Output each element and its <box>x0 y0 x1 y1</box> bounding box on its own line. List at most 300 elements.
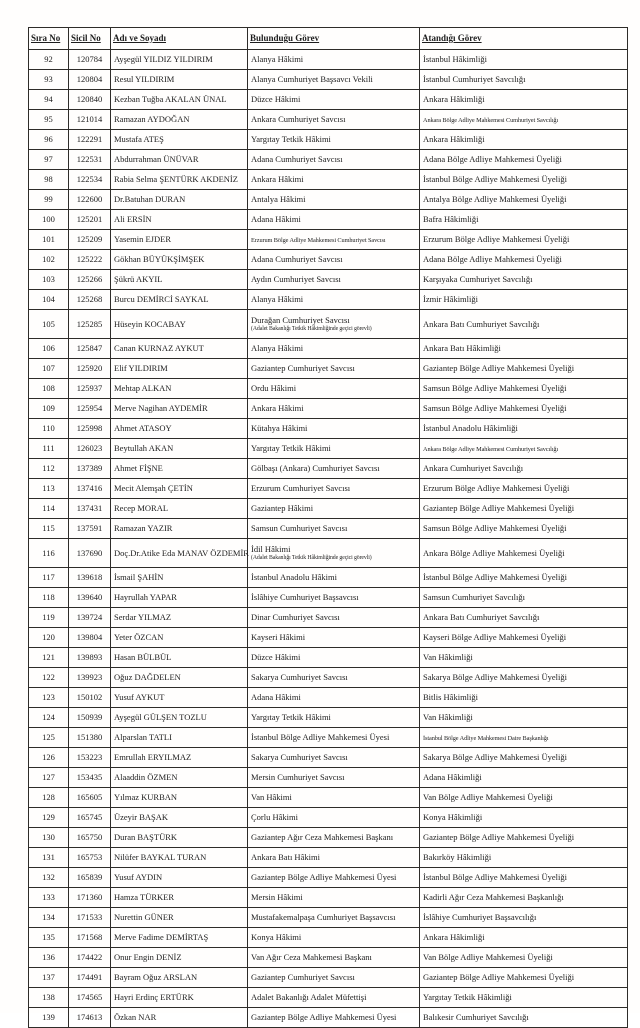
cell-current-post <box>248 539 420 568</box>
cell-assigned-post <box>420 290 628 310</box>
cell-sira-no: 130 <box>29 828 69 848</box>
table-row <box>29 808 628 828</box>
cell-sicil-no: 125201 <box>69 210 111 230</box>
cell-name: Resul YILDIRIM <box>111 70 248 90</box>
cell-assigned-post <box>420 479 628 499</box>
cell-name: Üzeyir BAŞAK <box>111 808 248 828</box>
current-post-text: Alanya Cumhuriyet Başsavcı Vekili <box>251 74 373 85</box>
cell-sira-no: 98 <box>29 170 69 190</box>
cell-sira-no: 133 <box>29 888 69 908</box>
cell-sira-no: 121 <box>29 648 69 668</box>
assigned-post-text: Ankara Hâkimliği <box>423 94 485 105</box>
cell-current-post <box>248 888 420 908</box>
cell-sicil-no: 125209 <box>69 230 111 250</box>
cell-assigned-post <box>420 988 628 1008</box>
table-row <box>29 608 628 628</box>
current-post-text: Dinar Cumhuriyet Savcısı <box>251 612 340 623</box>
header-adi-ve-soyadi: Adı ve Soyadı <box>111 28 248 50</box>
cell-sicil-no: 139804 <box>69 628 111 648</box>
cell-assigned-post <box>420 768 628 788</box>
assigned-post-text: İstanbul Bölge Adliye Mahkemesi Daire Başkanlığı <box>423 735 549 743</box>
cell-assigned-post <box>420 688 628 708</box>
current-post-text: İslâhiye Cumhuriyet Başsavcısı <box>251 592 359 603</box>
cell-sira-no: 113 <box>29 479 69 499</box>
assigned-post-text: Konya Hâkimliği <box>423 812 483 823</box>
assigned-post-text: İstanbul Bölge Adliye Mahkemesi Üyeliği <box>423 174 568 185</box>
cell-assigned-post <box>420 608 628 628</box>
assigned-post-text: Van Hâkimliği <box>423 652 473 663</box>
cell-current-post <box>248 439 420 459</box>
cell-sicil-no: 139618 <box>69 568 111 588</box>
cell-assigned-post <box>420 748 628 768</box>
cell-assigned-post <box>420 948 628 968</box>
cell-sicil-no: 137591 <box>69 519 111 539</box>
cell-sicil-no: 125222 <box>69 250 111 270</box>
table-row <box>29 290 628 310</box>
cell-name: Abdurrahman ÜNÜVAR <box>111 150 248 170</box>
cell-name: Serdar YILMAZ <box>111 608 248 628</box>
table-row <box>29 270 628 290</box>
current-post-text: Ankara Hâkimi <box>251 403 304 414</box>
cell-assigned-post <box>420 928 628 948</box>
cell-sira-no: 92 <box>29 50 69 70</box>
cell-current-post <box>248 270 420 290</box>
cell-name: Ramazan AYDOĞAN <box>111 110 248 130</box>
assigned-post-text: Samsun Bölge Adliye Mahkemesi Üyeliği <box>423 403 567 414</box>
table-row <box>29 908 628 928</box>
cell-assigned-post <box>420 628 628 648</box>
cell-current-post <box>248 828 420 848</box>
current-post-text: Adana Cumhuriyet Savcısı <box>251 154 343 165</box>
cell-assigned-post <box>420 728 628 748</box>
cell-assigned-post <box>420 250 628 270</box>
current-post-text: Kütahya Hâkimi <box>251 423 308 434</box>
current-post-text: Mersin Hâkimi <box>251 892 303 903</box>
table-row <box>29 499 628 519</box>
cell-name: Recep MORAL <box>111 499 248 519</box>
header-atandigi-gorev: Atandığı Görev <box>420 28 628 50</box>
assigned-post-text: Sakarya Bölge Adliye Mahkemesi Üyeliği <box>423 752 567 763</box>
cell-sicil-no: 153435 <box>69 768 111 788</box>
assigned-post-text: İstanbul Bölge Adliye Mahkemesi Üyeliği <box>423 872 568 883</box>
cell-sicil-no: 150102 <box>69 688 111 708</box>
cell-current-post <box>248 459 420 479</box>
assigned-post-text: Ankara Batı Hâkimliği <box>423 343 501 354</box>
assigned-post-text: İstanbul Hâkimliği <box>423 54 487 65</box>
cell-name: Yusuf AYKUT <box>111 688 248 708</box>
cell-assigned-post <box>420 908 628 928</box>
cell-name: Hayri Erdinç ERTÜRK <box>111 988 248 1008</box>
cell-current-post <box>248 50 420 70</box>
cell-assigned-post <box>420 828 628 848</box>
cell-sicil-no: 125847 <box>69 339 111 359</box>
current-post-text: Gaziantep Cumhuriyet Savcısı <box>251 972 355 983</box>
current-post-text: Gaziantep Bölge Adliye Mahkemesi Üyesi <box>251 872 397 883</box>
current-post-text: Antalya Hâkimi <box>251 194 306 205</box>
table-row <box>29 130 628 150</box>
cell-assigned-post <box>420 519 628 539</box>
current-post-text: Yargıtay Tetkik Hâkimi <box>251 443 331 454</box>
table-row <box>29 748 628 768</box>
cell-name: İsmail ŞAHİN <box>111 568 248 588</box>
cell-sira-no: 107 <box>29 359 69 379</box>
cell-current-post <box>248 339 420 359</box>
table-row <box>29 459 628 479</box>
table-row <box>29 968 628 988</box>
cell-name: Oğuz DAĞDELEN <box>111 668 248 688</box>
cell-sira-no: 129 <box>29 808 69 828</box>
table-row <box>29 988 628 1008</box>
cell-sicil-no: 137416 <box>69 479 111 499</box>
cell-sicil-no: 120784 <box>69 50 111 70</box>
cell-name: Ahmet ATASOY <box>111 419 248 439</box>
cell-assigned-post <box>420 888 628 908</box>
cell-sira-no: 117 <box>29 568 69 588</box>
cell-name: Yılmaz KURBAN <box>111 788 248 808</box>
current-post-text: Durağan Cumhuriyet Savcısı <box>251 315 350 326</box>
cell-sira-no: 137 <box>29 968 69 988</box>
cell-sicil-no: 139640 <box>69 588 111 608</box>
cell-current-post <box>248 628 420 648</box>
assigned-post-text: Van Hâkimliği <box>423 712 473 723</box>
cell-current-post <box>248 150 420 170</box>
cell-sira-no: 106 <box>29 339 69 359</box>
cell-assigned-post <box>420 50 628 70</box>
cell-sira-no: 116 <box>29 539 69 568</box>
cell-sicil-no: 120840 <box>69 90 111 110</box>
cell-sicil-no: 125937 <box>69 379 111 399</box>
current-post-text: Mersin Cumhuriyet Savcısı <box>251 772 345 783</box>
cell-sira-no: 109 <box>29 399 69 419</box>
cell-name: Burcu DEMİRCİ SAYKAL <box>111 290 248 310</box>
cell-assigned-post <box>420 808 628 828</box>
cell-sira-no: 108 <box>29 379 69 399</box>
assigned-post-text: Adana Bölge Adliye Mahkemesi Üyeliği <box>423 154 562 165</box>
table-body <box>29 50 628 1028</box>
cell-sicil-no: 137431 <box>69 499 111 519</box>
cell-assigned-post <box>420 310 628 339</box>
table-row <box>29 190 628 210</box>
current-post-text: Mustafakemalpaşa Cumhuriyet Başsavcısı <box>251 912 396 923</box>
table-row <box>29 50 628 70</box>
cell-name: Nilüfer BAYKAL TURAN <box>111 848 248 868</box>
assigned-post-text: Gaziantep Bölge Adliye Mahkemesi Üyeliği <box>423 972 575 983</box>
table-row <box>29 788 628 808</box>
current-post-text: Adana Hâkimi <box>251 692 301 703</box>
assigned-post-text: Samsun Bölge Adliye Mahkemesi Üyeliği <box>423 523 567 534</box>
cell-assigned-post <box>420 968 628 988</box>
cell-name: Rabia Selma ŞENTÜRK AKDENİZ <box>111 170 248 190</box>
cell-sicil-no: 165839 <box>69 868 111 888</box>
cell-name: Yeter ÖZCAN <box>111 628 248 648</box>
cell-current-post <box>248 110 420 130</box>
cell-assigned-post <box>420 459 628 479</box>
current-post-text: Düzce Hâkimi <box>251 652 301 663</box>
current-post-text: Van Ağır Ceza Mahkemesi Başkanı <box>251 952 372 963</box>
current-post-text: Ankara Hâkimi <box>251 174 304 185</box>
cell-sicil-no: 120804 <box>69 70 111 90</box>
cell-sira-no: 114 <box>29 499 69 519</box>
assigned-post-text: Kadirli Ağır Ceza Mahkemesi Başkanlığı <box>423 892 564 903</box>
cell-current-post <box>248 290 420 310</box>
cell-sicil-no: 126023 <box>69 439 111 459</box>
cell-sicil-no: 125285 <box>69 310 111 339</box>
assigned-post-text: Ankara Cumhuriyet Savcılığı <box>423 463 524 474</box>
cell-assigned-post <box>420 210 628 230</box>
cell-name: Canan KURNAZ AYKUT <box>111 339 248 359</box>
cell-sira-no: 105 <box>29 310 69 339</box>
table-row <box>29 888 628 908</box>
temporary-duty-note: (Adalet Bakanlığı Tetkik Hâkimliğinde geçici görevli) <box>251 554 372 561</box>
cell-sira-no: 122 <box>29 668 69 688</box>
current-post-text: Gaziantep Hâkimi <box>251 503 314 514</box>
table-row <box>29 688 628 708</box>
cell-name: Mehtap ALKAN <box>111 379 248 399</box>
assigned-post-text: İslâhiye Cumhuriyet Başsavcılığı <box>423 912 537 923</box>
cell-sira-no: 112 <box>29 459 69 479</box>
table-row <box>29 339 628 359</box>
cell-name: Gökhan BÜYÜKŞİMŞEK <box>111 250 248 270</box>
cell-name: Hasan BÜLBÜL <box>111 648 248 668</box>
cell-assigned-post <box>420 419 628 439</box>
assigned-post-text: İzmir Hâkimliği <box>423 294 479 305</box>
cell-sicil-no: 153223 <box>69 748 111 768</box>
table-row <box>29 379 628 399</box>
header-sicil-no: Sicil No <box>69 28 111 50</box>
cell-name: Ayşegül GÜLŞEN TOZLU <box>111 708 248 728</box>
cell-assigned-post <box>420 110 628 130</box>
cell-assigned-post <box>420 668 628 688</box>
assigned-post-text: Antalya Bölge Adliye Mahkemesi Üyeliği <box>423 194 567 205</box>
cell-name: Mecit Alemşah ÇETİN <box>111 479 248 499</box>
cell-sira-no: 139 <box>29 1008 69 1028</box>
cell-sicil-no: 174613 <box>69 1008 111 1028</box>
assigned-post-text: Van Bölge Adliye Mahkemesi Üyeliği <box>423 952 553 963</box>
cell-assigned-post <box>420 788 628 808</box>
cell-sira-no: 119 <box>29 608 69 628</box>
assigned-post-text: Gaziantep Bölge Adliye Mahkemesi Üyeliği <box>423 832 575 843</box>
cell-name: Elif YILDIRIM <box>111 359 248 379</box>
assigned-post-text: Adana Bölge Adliye Mahkemesi Üyeliği <box>423 254 562 265</box>
table-row <box>29 588 628 608</box>
cell-name: Ramazan YAZIR <box>111 519 248 539</box>
assigned-post-text: Bitlis Hâkimliği <box>423 692 479 703</box>
table-row <box>29 648 628 668</box>
cell-current-post <box>248 928 420 948</box>
temporary-duty-note: (Adalet Bakanlığı Tetkik Hâkimliğinde geçici görevli) <box>251 325 372 332</box>
assigned-post-text: Adana Hâkimliği <box>423 772 482 783</box>
assigned-post-text: Gaziantep Bölge Adliye Mahkemesi Üyeliği <box>423 363 575 374</box>
current-post-text: Adalet Bakanlığı Adalet Müfettişi <box>251 992 367 1003</box>
assigned-post-text: Ankara Bölge Adliye Mahkemesi Cumhuriyet Savcılığı <box>423 117 559 125</box>
assigned-post-text: Kayseri Bölge Adliye Mahkemesi Üyeliği <box>423 632 567 643</box>
cell-name: Bayram Oğuz ARSLAN <box>111 968 248 988</box>
assigned-post-text: Gaziantep Bölge Adliye Mahkemesi Üyeliği <box>423 503 575 514</box>
table-row <box>29 419 628 439</box>
assigned-post-text: Ankara Batı Cumhuriyet Savcılığı <box>423 318 540 329</box>
assigned-post-text: İstanbul Bölge Adliye Mahkemesi Üyeliği <box>423 572 568 583</box>
cell-assigned-post <box>420 499 628 519</box>
assigned-post-text: İstanbul Anadolu Hâkimliği <box>423 423 518 434</box>
assigned-post-text: Samsun Cumhuriyet Savcılığı <box>423 592 525 603</box>
table-row <box>29 210 628 230</box>
assigned-post-text: Balıkesir Cumhuriyet Savcılığı <box>423 1012 529 1023</box>
cell-sira-no: 93 <box>29 70 69 90</box>
table-row <box>29 70 628 90</box>
cell-sira-no: 110 <box>29 419 69 439</box>
cell-assigned-post <box>420 568 628 588</box>
assigned-post-text: Van Bölge Adliye Mahkemesi Üyeliği <box>423 792 553 803</box>
current-post-text: Adana Cumhuriyet Savcısı <box>251 254 343 265</box>
cell-sira-no: 94 <box>29 90 69 110</box>
cell-name: Kezban Tuğba AKALAN ÜNAL <box>111 90 248 110</box>
cell-name: Merve Nagihan AYDEMİR <box>111 399 248 419</box>
assigned-post-text: Ankara Bölge Adliye Mahkemesi Üyeliği <box>423 547 565 558</box>
cell-current-post <box>248 648 420 668</box>
cell-assigned-post <box>420 539 628 568</box>
cell-sira-no: 120 <box>29 628 69 648</box>
current-post-text: Gaziantep Bölge Adliye Mahkemesi Üyesi <box>251 1012 397 1023</box>
cell-name: Hamza TÜRKER <box>111 888 248 908</box>
cell-current-post <box>248 968 420 988</box>
table-row <box>29 150 628 170</box>
current-post-text: Erzurum Cumhuriyet Savcısı <box>251 483 351 494</box>
cell-current-post <box>248 688 420 708</box>
current-post-text: Adana Hâkimi <box>251 214 301 225</box>
table-row <box>29 359 628 379</box>
cell-current-post <box>248 728 420 748</box>
cell-current-post <box>248 70 420 90</box>
cell-current-post <box>248 250 420 270</box>
cell-current-post <box>248 479 420 499</box>
cell-current-post <box>248 379 420 399</box>
cell-name: Hüseyin KOCABAY <box>111 310 248 339</box>
current-post-text: Gaziantep Ağır Ceza Mahkemesi Başkanı <box>251 832 394 843</box>
assigned-post-text: Ankara Bölge Adliye Mahkemesi Cumhuriyet Savcılığı <box>423 446 559 454</box>
cell-current-post <box>248 499 420 519</box>
table-row <box>29 708 628 728</box>
cell-current-post <box>248 1008 420 1028</box>
table-row <box>29 310 628 339</box>
cell-sicil-no: 150939 <box>69 708 111 728</box>
cell-sicil-no: 125268 <box>69 290 111 310</box>
cell-current-post <box>248 908 420 928</box>
assigned-post-text: Yargıtay Tetkik Hâkimliği <box>423 992 512 1003</box>
assigned-post-text: Ankara Hâkimliği <box>423 932 485 943</box>
current-post-text: Konya Hâkimi <box>251 932 302 943</box>
header-sira-no: Sıra No <box>29 28 69 50</box>
cell-sicil-no: 165750 <box>69 828 111 848</box>
cell-current-post <box>248 708 420 728</box>
cell-current-post <box>248 359 420 379</box>
cell-sira-no: 132 <box>29 868 69 888</box>
current-post-text: Ankara Cumhuriyet Savcısı <box>251 114 346 125</box>
cell-current-post <box>248 668 420 688</box>
cell-sicil-no: 137389 <box>69 459 111 479</box>
table-row <box>29 519 628 539</box>
cell-sira-no: 97 <box>29 150 69 170</box>
cell-sira-no: 103 <box>29 270 69 290</box>
cell-sicil-no: 171568 <box>69 928 111 948</box>
cell-sira-no: 96 <box>29 130 69 150</box>
cell-assigned-post <box>420 1008 628 1028</box>
cell-name: Mustafa ATEŞ <box>111 130 248 150</box>
current-post-text: Samsun Cumhuriyet Savcısı <box>251 523 348 534</box>
current-post-text: Kayseri Hâkimi <box>251 632 306 643</box>
current-post-text: Alanya Hâkimi <box>251 54 304 65</box>
cell-sicil-no: 125266 <box>69 270 111 290</box>
cell-sira-no: 99 <box>29 190 69 210</box>
header-bulundugu-gorev: Bulunduğu Görev <box>248 28 420 50</box>
cell-name: Ayşegül YILDIZ YILDIRIM <box>111 50 248 70</box>
table-row <box>29 668 628 688</box>
table-row <box>29 948 628 968</box>
current-post-text: İstanbul Bölge Adliye Mahkemesi Üyesi <box>251 732 390 743</box>
cell-assigned-post <box>420 399 628 419</box>
current-post-text: Alanya Hâkimi <box>251 343 304 354</box>
table-row <box>29 439 628 459</box>
cell-sicil-no: 139923 <box>69 668 111 688</box>
cell-current-post <box>248 788 420 808</box>
cell-sicil-no: 165605 <box>69 788 111 808</box>
cell-current-post <box>248 210 420 230</box>
current-post-text: Çorlu Hâkimi <box>251 812 298 823</box>
assigned-post-text: Samsun Bölge Adliye Mahkemesi Üyeliği <box>423 383 567 394</box>
table-row <box>29 479 628 499</box>
cell-current-post <box>248 568 420 588</box>
cell-sicil-no: 174565 <box>69 988 111 1008</box>
cell-sira-no: 128 <box>29 788 69 808</box>
table-row <box>29 628 628 648</box>
cell-name: Yusuf AYDIN <box>111 868 248 888</box>
table-header-row <box>29 28 628 50</box>
cell-current-post <box>248 170 420 190</box>
cell-name: Onur Engin DENİZ <box>111 948 248 968</box>
cell-name: Duran BAŞTÜRK <box>111 828 248 848</box>
cell-current-post <box>248 190 420 210</box>
cell-current-post <box>248 608 420 628</box>
cell-sira-no: 115 <box>29 519 69 539</box>
table-row <box>29 868 628 888</box>
assigned-post-text: Sakarya Bölge Adliye Mahkemesi Üyeliği <box>423 672 567 683</box>
table-row <box>29 1008 628 1028</box>
cell-current-post <box>248 768 420 788</box>
cell-sicil-no: 122534 <box>69 170 111 190</box>
cell-sicil-no: 165745 <box>69 808 111 828</box>
cell-sicil-no: 125920 <box>69 359 111 379</box>
table-row <box>29 768 628 788</box>
cell-sira-no: 135 <box>29 928 69 948</box>
cell-current-post <box>248 519 420 539</box>
cell-assigned-post <box>420 230 628 250</box>
cell-sira-no: 127 <box>29 768 69 788</box>
current-post-text: Yargıtay Tetkik Hâkimi <box>251 712 331 723</box>
table-row <box>29 399 628 419</box>
cell-sicil-no: 122600 <box>69 190 111 210</box>
cell-sira-no: 134 <box>29 908 69 928</box>
current-post-text: Düzce Hâkimi <box>251 94 301 105</box>
cell-current-post <box>248 868 420 888</box>
cell-sira-no: 118 <box>29 588 69 608</box>
cell-name: Nurettin GÜNER <box>111 908 248 928</box>
cell-sicil-no: 171360 <box>69 888 111 908</box>
cell-sira-no: 136 <box>29 948 69 968</box>
cell-name: Alparslan TATLI <box>111 728 248 748</box>
judicial-assignment-table <box>28 27 628 1028</box>
assigned-post-text: Erzurum Bölge Adliye Mahkemesi Üyeliği <box>423 483 570 494</box>
cell-current-post <box>248 90 420 110</box>
current-post-text: Sakarya Cumhuriyet Savcısı <box>251 672 348 683</box>
